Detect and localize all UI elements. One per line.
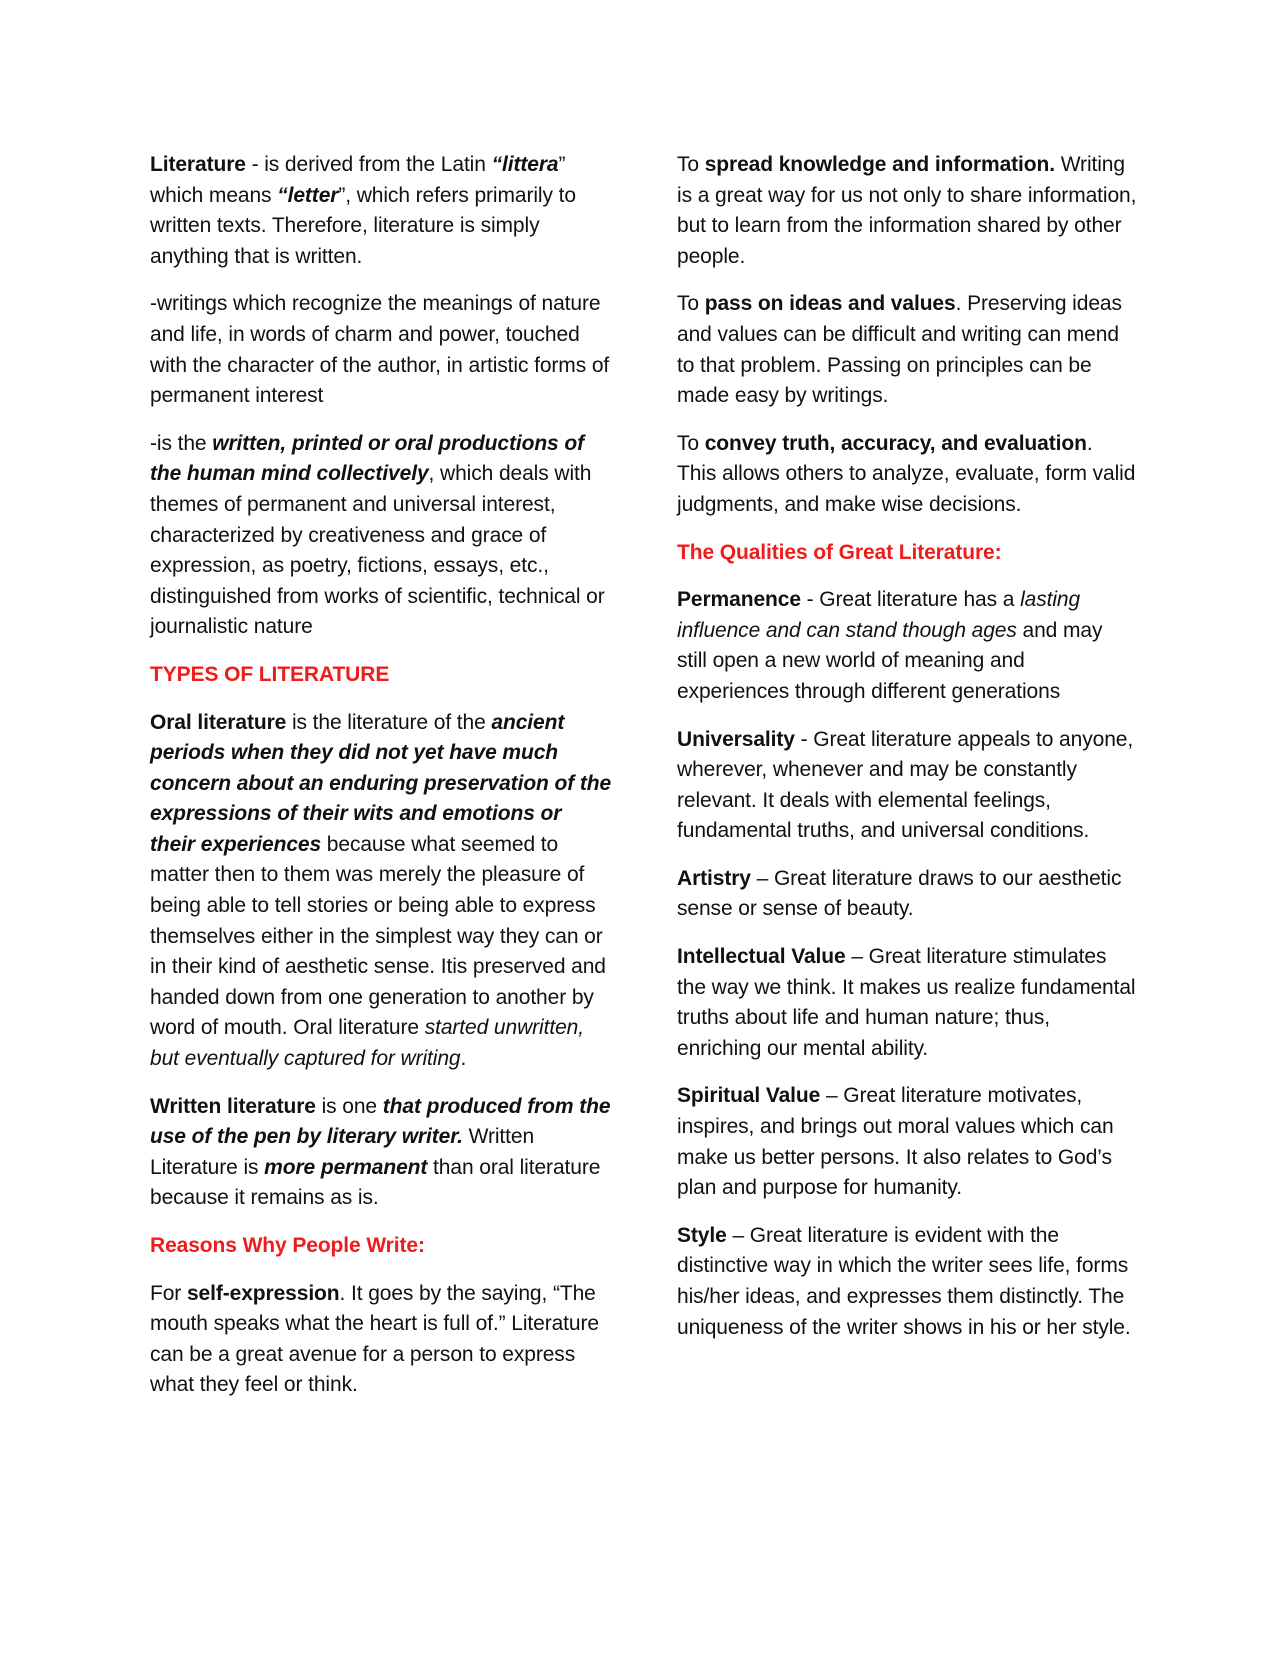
term-permanence: Permanence [677,588,801,612]
pass-on-ideas-paragraph: To pass on ideas and values. Preserving ideas and values can be difficult and writing can mend to that problem. Passing on principles can be made easy by writings. [677,292,1122,408]
term-literature: Literature [150,153,246,176]
term-style: Style [677,1223,727,1247]
productions-definition: -is the written, printed or oral productions of the human mind collectively, which deals with themes of permanent and universal interest, characterized by creativeness and grace of expression, as poetry, fictions, essays, etc., distinguished from works of scientific, technical or journalistic nature [150,431,605,639]
universality-paragraph: Universality - Great literature appeals to anyone, wherever, whenever and may be constantly relevant. It deals with elemental feelings, fundamental truths, and universal conditions. [677,727,1134,843]
artistry-paragraph: Artistry – Great literature draws to our aesthetic sense or sense of beauty. [677,866,1122,921]
spread-knowledge-paragraph: To spread knowledge and information. Writing is a great way for us not only to share information, but to learn from the information shared by other people. [677,153,1137,268]
term-written-literature: Written literature [150,1094,316,1118]
permanence-paragraph: Permanence - Great literature has a lasting influence and can stand though ages and may still open a new world of meaning and experiences through different generations [677,588,1103,703]
qualities-of-great-literature-heading: The Qualities of Great Literature: [677,540,1002,564]
term-oral-literature: Oral literature [150,710,287,734]
intellectual-value-paragraph: Intellectual Value – Great literature stimulates the way we think. It makes us realize fundamental truths about life and human nature; thus, enriching our mental ability. [677,945,1136,1060]
style-paragraph: Style – Great literature is evident with the distinctive way in which the writer sees life, forms his/her ideas, and expresses them distinctly. The uniqueness of the writer shows in his or her style. [677,1223,1131,1339]
written-literature-paragraph: Written literature is one that produced from the use of the pen by literary writer. Written Literature is more permanent than oral literature because it remains as is. [150,1094,611,1210]
literature-definition: Literature - is derived from the Latin “littera” which means “letter”, which refers primarily to written texts. Therefore, literature is simply anything that is written. [150,153,576,268]
convey-truth-paragraph: To convey truth, accuracy, and evaluation. This allows others to analyze, evaluate, form valid judgments, and make wise decisions. [677,431,1136,516]
spiritual-value-paragraph: Spiritual Value – Great literature motivates, inspires, and brings out moral values which can make us better persons. It also relates to God’s plan and purpose for humanity. [677,1084,1114,1200]
types-of-literature-heading: TYPES OF LITERATURE [150,662,390,686]
self-expression-paragraph: For self-expression. It goes by the saying, “The mouth speaks what the heart is full of.” Literature can be a great avenue for a person to express what they feel or think. [150,1281,599,1397]
term-artistry: Artistry [677,866,751,890]
left-column [150,150,612,1418]
reasons-why-people-write-heading: Reasons Why People Write: [150,1234,425,1257]
right-column [677,150,1137,1360]
oral-literature-paragraph: Oral literature is the literature of the ancient periods when they did not yet have much concern about an enduring preservation of the expressions of their wits and emotions or their experiences because what seemed to matter then to them was merely the pleasure of being able to tell stories or being able to express themselves either in the simplest way they can or in their kind of aesthetic sense. Itis preserved and handed down from one generation to another by word of mouth. Oral literature started unwritten, but eventually captured for writing. [150,710,612,1071]
term-intellectual-value: Intellectual Value [677,945,846,969]
term-spiritual-value: Spiritual Value [677,1084,821,1108]
term-universality: Universality [677,727,795,751]
writings-definition: -writings which recognize the meanings of nature and life, in words of charm and power, touched with the character of the author, in artistic forms of permanent interest [150,292,610,408]
